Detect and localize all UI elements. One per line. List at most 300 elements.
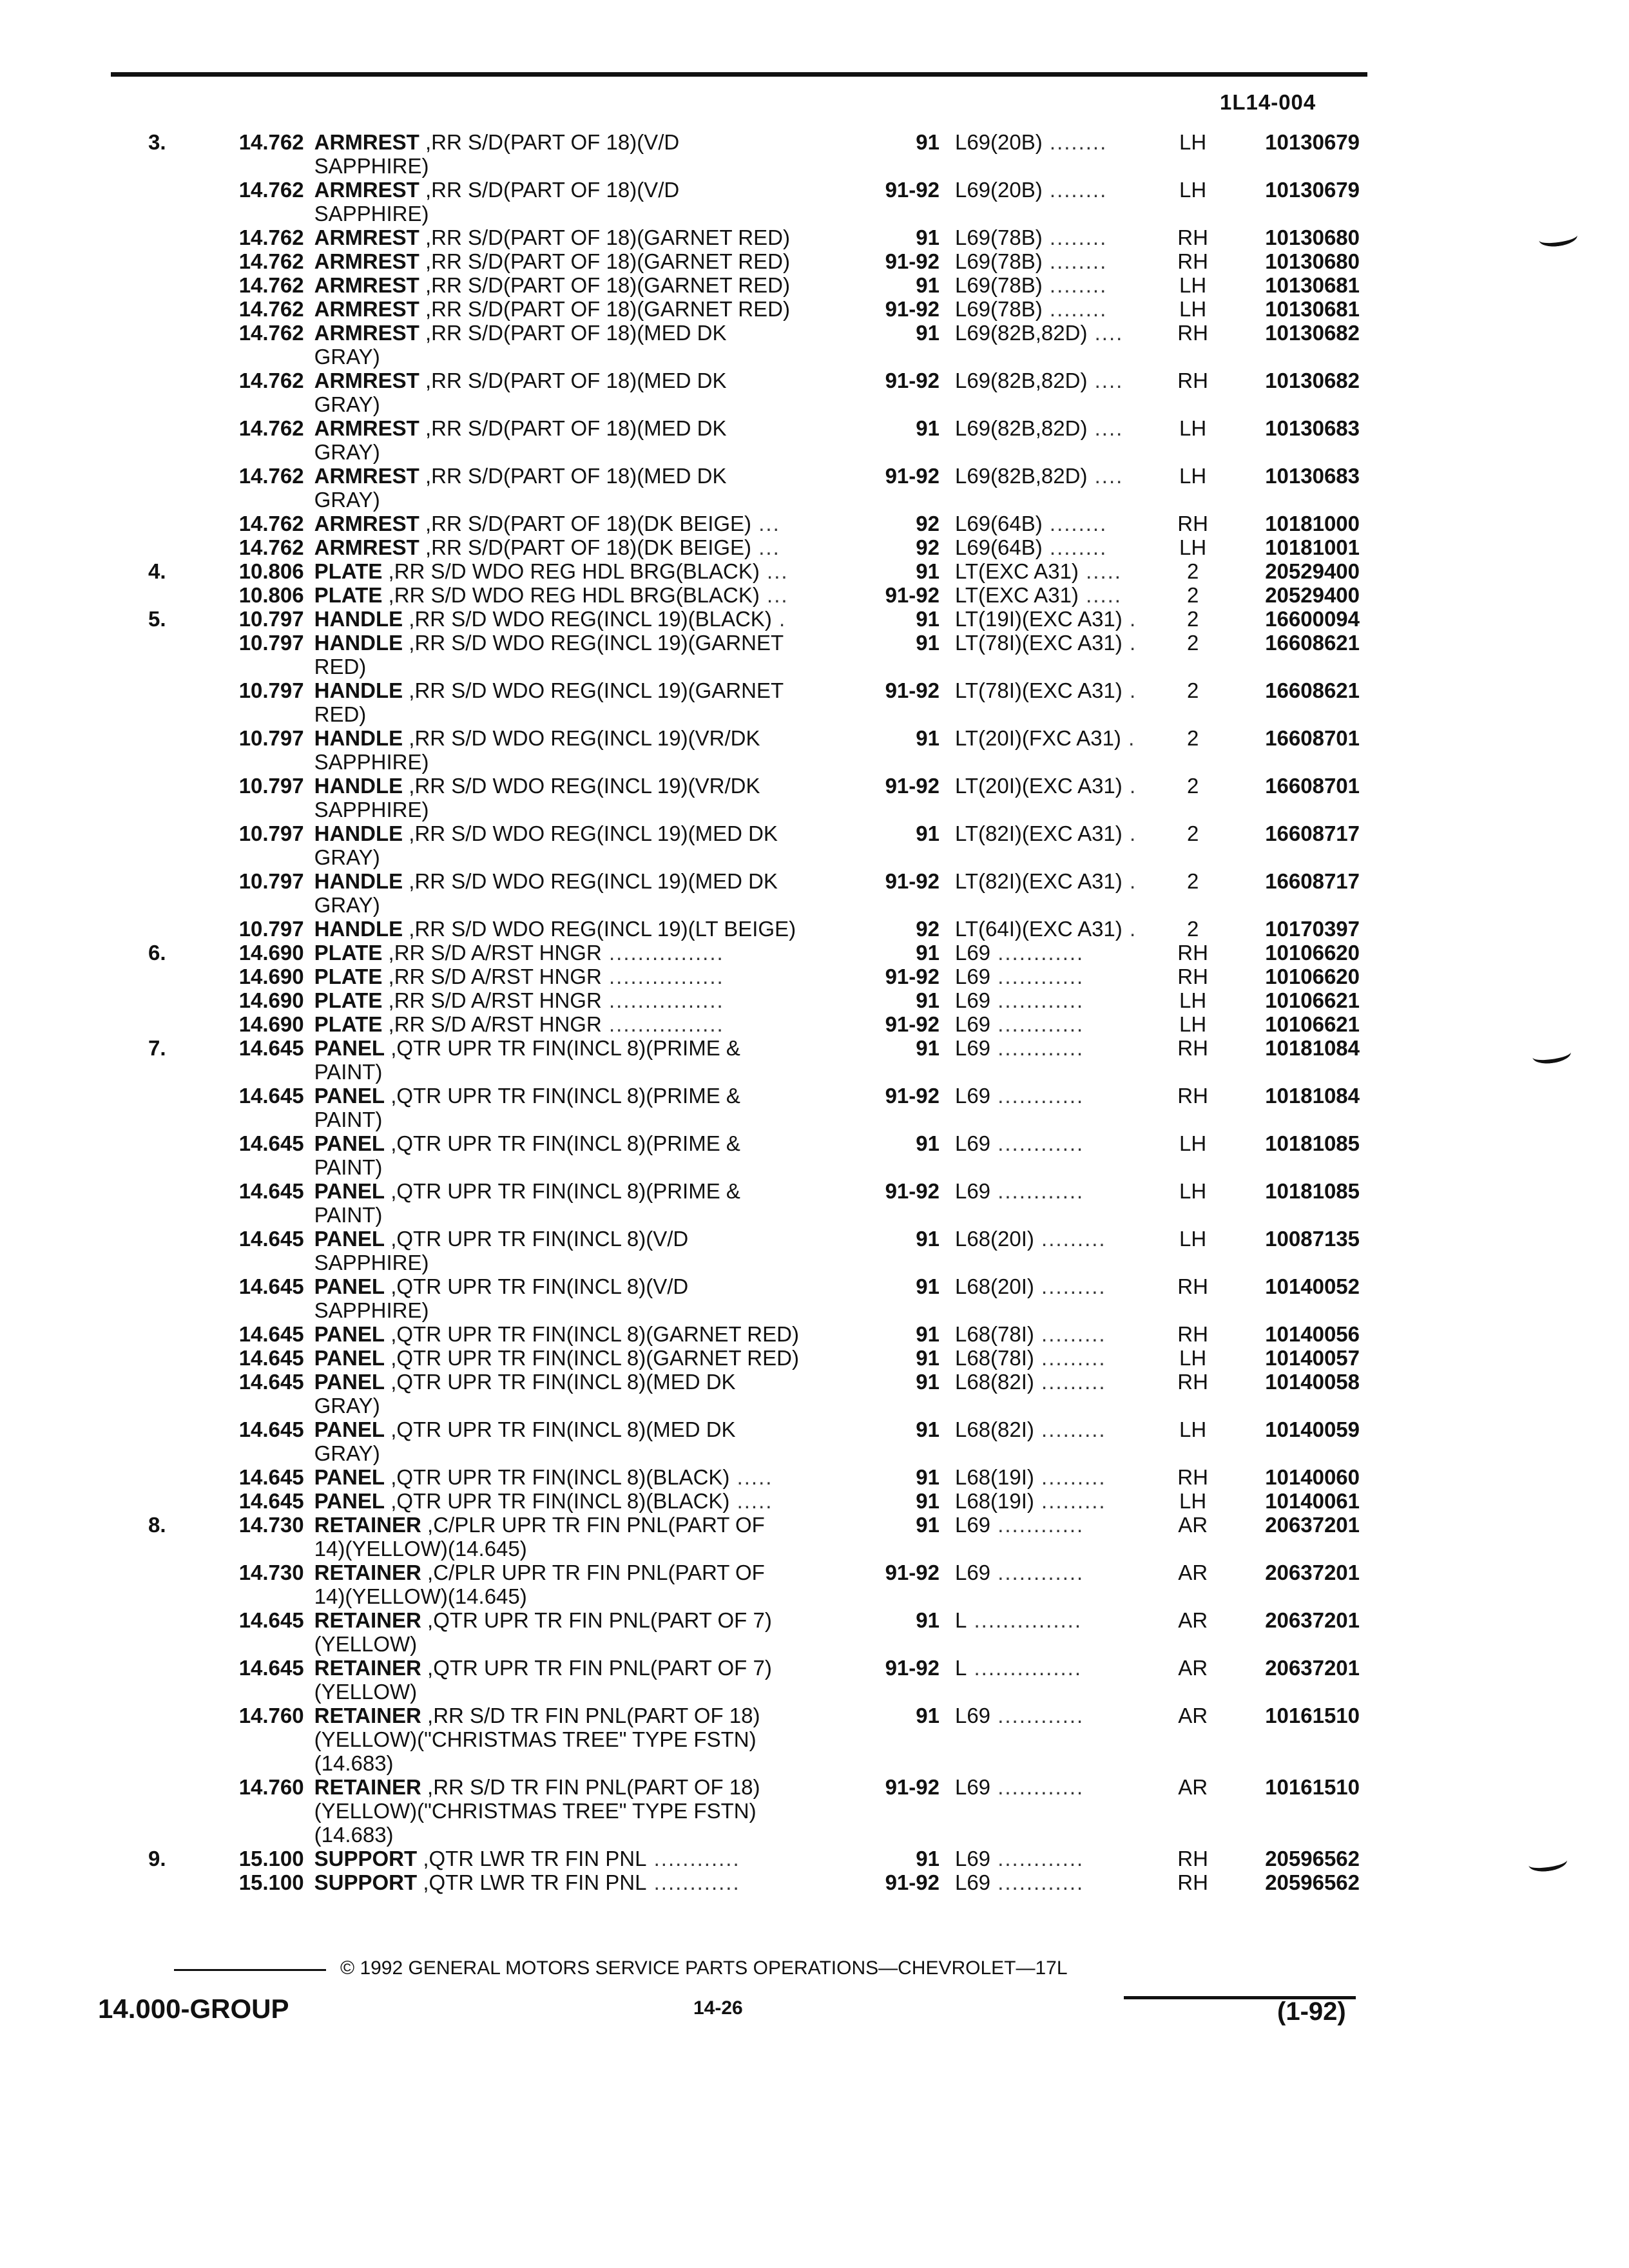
application-code [955, 1179, 1174, 1227]
quantity-side: AR [1178, 1561, 1208, 1584]
model-year: 91 [916, 226, 940, 249]
illustration-number [148, 297, 219, 321]
part-name: ARMREST [314, 249, 419, 273]
part-detail: ,C/PLR UPR TR FIN PNL(PART OF [421, 1561, 765, 1584]
model-year: 91-92 [885, 583, 940, 607]
part-detail-continued: SAPPHIRE) [314, 798, 429, 822]
part-detail-continued: SAPPHIRE) [314, 154, 429, 178]
part-name: ARMREST [314, 273, 419, 297]
part-detail: ,RR S/D(PART OF 18)(DK BEIGE) [419, 512, 752, 535]
part-detail-continued: GRAY) [314, 440, 380, 464]
part-detail-continued: RED) [314, 702, 367, 726]
application-code [955, 249, 1174, 273]
part-number: 20596562 [1265, 1870, 1360, 1894]
leader-dots: ......... [1034, 1465, 1106, 1489]
part-description [314, 297, 864, 321]
part-description [314, 1346, 864, 1370]
illustration-number [148, 917, 219, 941]
part-detail: ,QTR UPR TR FIN(INCL 8)(PRIME & [385, 1179, 740, 1203]
parts-row [148, 297, 1360, 321]
part-name: ARMREST [314, 226, 419, 249]
part-number: 10140057 [1265, 1346, 1360, 1370]
model-year: 91 [916, 416, 940, 440]
leader-dots: ..... [1078, 583, 1122, 607]
model-year: 91-92 [885, 965, 940, 988]
part-name: ARMREST [314, 297, 419, 321]
leader-dots: ............ [990, 988, 1084, 1012]
parts-row [148, 535, 1360, 559]
group-number: 10.797 [238, 822, 304, 845]
part-detail-continued: GRAY) [314, 488, 380, 512]
leader-dots: ... [751, 535, 780, 559]
part-number: 10087135 [1265, 1227, 1360, 1251]
illustration-number [148, 1084, 219, 1131]
application-text: L69(78B) [954, 297, 1043, 321]
model-year: 91-92 [885, 1084, 940, 1108]
parts-row [148, 965, 1360, 988]
group-number: 14.645 [238, 1489, 304, 1513]
illustration-number [148, 1131, 219, 1179]
part-detail-continued: (YELLOW) [314, 1632, 418, 1656]
group-number: 14.760 [238, 1775, 304, 1799]
part-detail: ,RR S/D WDO REG HDL BRG(BLACK) [382, 583, 760, 607]
part-detail-continued: GRAY) [314, 845, 380, 869]
part-detail: ,QTR UPR TR FIN(INCL 8)(V/D [385, 1274, 689, 1298]
model-year: 91 [916, 1274, 940, 1298]
application-code [955, 1513, 1174, 1561]
application-code [955, 226, 1174, 249]
group-number: 14.690 [238, 988, 304, 1012]
model-year: 91 [916, 1608, 940, 1632]
part-detail-continued: GRAY) [314, 1394, 380, 1418]
application-code [955, 1036, 1174, 1084]
group-number: 10.806 [238, 559, 304, 583]
illustration-number [148, 869, 219, 917]
quantity-side: 2 [1186, 774, 1199, 798]
parts-row [148, 774, 1360, 822]
part-detail-continued: SAPPHIRE) [314, 1298, 429, 1322]
part-name: PLATE [314, 941, 383, 965]
quantity-side: LH [1179, 178, 1207, 202]
illustration-number [148, 1370, 219, 1418]
leader-dots: ......... [1034, 1274, 1106, 1298]
leader-dots: ............ [646, 1847, 740, 1870]
leader-dots: ..... [729, 1465, 773, 1489]
quantity-side: RH [1177, 249, 1208, 273]
group-number: 14.645 [238, 1179, 304, 1203]
model-year: 91-92 [885, 1775, 940, 1799]
part-detail: ,RR S/D WDO REG(INCL 19)(VR/DK [403, 774, 760, 798]
part-number: 10130682 [1265, 321, 1360, 345]
part-number: 10130683 [1265, 416, 1360, 440]
parts-row [148, 1036, 1360, 1084]
application-code [955, 941, 1174, 965]
part-name: HANDLE [314, 869, 403, 893]
part-number: 10161510 [1265, 1704, 1360, 1727]
part-description [314, 1870, 864, 1894]
model-year: 91-92 [885, 1870, 940, 1894]
part-number: 10181084 [1265, 1036, 1360, 1060]
quantity-side: LH [1179, 1131, 1207, 1155]
part-detail-continued: (YELLOW)("CHRISTMAS TREE" TYPE FSTN) (14.683) [314, 1799, 757, 1847]
part-detail: ,RR S/D TR FIN PNL(PART OF 18) [421, 1775, 760, 1799]
part-description [314, 965, 864, 988]
group-number: 14.690 [238, 941, 304, 965]
group-number: 10.797 [238, 726, 304, 750]
part-detail: ,RR S/D(PART OF 18)(GARNET RED) [419, 226, 790, 249]
quantity-side: 2 [1186, 822, 1199, 845]
part-detail: ,RR S/D TR FIN PNL(PART OF 18) [421, 1704, 760, 1727]
application-text: LT(78I)(EXC A31) [954, 678, 1123, 702]
illustration-number [148, 1179, 219, 1227]
part-detail: ,RR S/D(PART OF 18)(MED DK [419, 321, 727, 345]
part-name: ARMREST [314, 130, 419, 154]
page-code: 1L14-004 [1220, 90, 1316, 114]
application-code [955, 178, 1174, 226]
quantity-side: 2 [1186, 678, 1199, 702]
part-name: PLATE [314, 559, 383, 583]
model-year: 91 [916, 941, 940, 965]
model-year: 91-92 [885, 1012, 940, 1036]
application-text: LT(20I)(EXC A31) [954, 774, 1123, 798]
application-text: L69 [954, 1513, 991, 1537]
application-text: LT(EXC A31) [954, 583, 1079, 607]
part-detail: ,QTR UPR TR FIN(INCL 8)(BLACK) [385, 1465, 730, 1489]
parts-row [148, 583, 1360, 607]
margin-mark [1537, 227, 1578, 249]
parts-row [148, 1322, 1360, 1346]
model-year: 92 [916, 917, 940, 941]
illustration-number [148, 1346, 219, 1370]
part-name: RETAINER [314, 1775, 421, 1799]
quantity-side: RH [1177, 1322, 1208, 1346]
part-name: PLATE [314, 583, 383, 607]
part-detail-continued: (YELLOW)("CHRISTMAS TREE" TYPE FSTN) (14.683) [314, 1727, 757, 1775]
application-code [955, 130, 1174, 178]
quantity-side: AR [1178, 1775, 1208, 1799]
model-year: 91-92 [885, 869, 940, 893]
part-detail: ,RR S/D(PART OF 18)(V/D [419, 130, 680, 154]
group-number: 14.645 [238, 1036, 304, 1060]
quantity-side: RH [1177, 369, 1208, 392]
application-text: LT(82I)(EXC A31) [954, 822, 1123, 845]
part-description [314, 1847, 864, 1870]
parts-row [148, 1870, 1360, 1894]
quantity-side: LH [1179, 273, 1207, 297]
illustration-number [148, 1465, 219, 1489]
application-text: L69(82B,82D) [954, 416, 1088, 440]
parts-row [148, 512, 1360, 535]
leader-dots: . [1122, 917, 1137, 941]
model-year: 91 [916, 1036, 940, 1060]
group-number: 14.762 [238, 130, 304, 154]
leader-dots: . [1122, 774, 1137, 798]
model-year: 91 [916, 631, 940, 655]
part-number: 10130680 [1265, 249, 1360, 273]
parts-row [148, 1656, 1360, 1704]
part-description [314, 869, 864, 917]
part-name: RETAINER [314, 1608, 421, 1632]
part-number: 10106620 [1265, 941, 1360, 965]
part-number: 20637201 [1265, 1561, 1360, 1584]
part-name: ARMREST [314, 178, 419, 202]
part-number: 20637201 [1265, 1656, 1360, 1680]
application-code [955, 1465, 1174, 1489]
application-text: L69(82B,82D) [954, 369, 1088, 392]
parts-row [148, 273, 1360, 297]
part-detail: ,QTR UPR TR FIN PNL(PART OF 7) [421, 1608, 772, 1632]
parts-row [148, 917, 1360, 941]
part-description [314, 1370, 864, 1418]
leader-dots: ........ [1042, 535, 1108, 559]
parts-row [148, 1561, 1360, 1608]
illustration-number [148, 1012, 219, 1036]
part-name: PLATE [314, 988, 383, 1012]
quantity-side: RH [1177, 1036, 1208, 1060]
part-detail: ,RR S/D WDO REG HDL BRG(BLACK) [382, 559, 760, 583]
application-text: L [954, 1656, 967, 1680]
application-code [955, 988, 1174, 1012]
part-detail: ,RR S/D(PART OF 18)(MED DK [419, 369, 727, 392]
part-number: 10181085 [1265, 1131, 1360, 1155]
illustration-number [148, 1704, 219, 1775]
margin-mark [1531, 1044, 1572, 1066]
application-code [955, 631, 1174, 678]
part-name: ARMREST [314, 512, 419, 535]
parts-row [148, 1465, 1360, 1489]
parts-row [148, 1131, 1360, 1179]
quantity-side: RH [1177, 512, 1208, 535]
leader-dots: ........ [1042, 297, 1108, 321]
model-year: 91 [916, 559, 940, 583]
part-name: PANEL [314, 1465, 385, 1489]
application-code [955, 774, 1174, 822]
leader-dots: ............ [990, 941, 1084, 965]
leader-dots: ......... [1034, 1322, 1106, 1346]
model-year: 91 [916, 1513, 940, 1537]
application-text: L69(78B) [954, 226, 1043, 249]
leader-dots: ........ [1042, 512, 1108, 535]
part-name: RETAINER [314, 1513, 421, 1537]
part-description [314, 1274, 864, 1322]
group-number: 14.762 [238, 226, 304, 249]
model-year: 91 [916, 1847, 940, 1870]
group-number: 10.797 [238, 678, 304, 702]
part-description [314, 178, 864, 226]
part-detail-continued: SAPPHIRE) [314, 1251, 429, 1274]
parts-row [148, 1274, 1360, 1322]
part-detail: ,RR S/D(PART OF 18)(V/D [419, 178, 680, 202]
application-code [955, 822, 1174, 869]
parts-row [148, 631, 1360, 678]
quantity-side: RH [1177, 321, 1208, 345]
application-code [955, 1847, 1174, 1870]
part-number: 10140060 [1265, 1465, 1360, 1489]
parts-row [148, 1775, 1360, 1847]
part-name: PANEL [314, 1418, 385, 1441]
model-year: 91 [916, 1704, 940, 1727]
application-code [955, 1870, 1174, 1894]
part-detail: ,QTR LWR TR FIN PNL [417, 1870, 647, 1894]
quantity-side: RH [1177, 226, 1208, 249]
part-description [314, 726, 864, 774]
part-name: ARMREST [314, 416, 419, 440]
part-description [314, 1513, 864, 1561]
application-text: L69(78B) [954, 249, 1043, 273]
application-code [955, 369, 1174, 416]
application-code [955, 1012, 1174, 1036]
part-name: SUPPORT [314, 1847, 418, 1870]
part-description [314, 1561, 864, 1608]
part-number: 10140061 [1265, 1489, 1360, 1513]
part-name: PANEL [314, 1370, 385, 1394]
group-number: 14.762 [238, 297, 304, 321]
part-description [314, 583, 864, 607]
illustration-number [148, 1870, 219, 1894]
part-detail-continued: PAINT) [314, 1203, 383, 1227]
parts-row [148, 1513, 1360, 1561]
model-year: 91-92 [885, 1656, 940, 1680]
application-text: L69 [954, 965, 991, 988]
part-description [314, 822, 864, 869]
part-name: ARMREST [314, 369, 419, 392]
application-text: L69 [954, 1561, 991, 1584]
leader-dots: ................ [601, 965, 724, 988]
part-description [314, 416, 864, 464]
application-code [955, 1131, 1174, 1179]
part-detail: ,RR S/D(PART OF 18)(GARNET RED) [419, 249, 790, 273]
quantity-side: AR [1178, 1513, 1208, 1537]
parts-row [148, 559, 1360, 583]
part-name: HANDLE [314, 917, 403, 941]
part-name: PANEL [314, 1227, 385, 1251]
group-number: 14.645 [238, 1322, 304, 1346]
leader-dots: ................ [601, 941, 724, 965]
model-year: 91 [916, 273, 940, 297]
illustration-number [148, 273, 219, 297]
part-number: 10130681 [1265, 273, 1360, 297]
part-description [314, 1084, 864, 1131]
model-year: 91 [916, 130, 940, 154]
application-code [955, 321, 1174, 369]
part-name: SUPPORT [314, 1870, 418, 1894]
leader-dots: ................ [601, 988, 724, 1012]
part-description [314, 1656, 864, 1704]
illustration-number [148, 416, 219, 464]
leader-dots: ... [759, 559, 789, 583]
part-detail-continued: 14)(YELLOW)(14.645) [314, 1584, 527, 1608]
quantity-side: LH [1179, 1179, 1207, 1203]
application-text: L69 [954, 1870, 991, 1894]
part-number: 16608621 [1265, 631, 1360, 655]
top-rule [111, 72, 1367, 77]
leader-dots: ........ [1042, 273, 1108, 297]
part-description [314, 917, 864, 941]
illustration-number [148, 1227, 219, 1274]
application-text: L69 [954, 1704, 991, 1727]
parts-row [148, 1179, 1360, 1227]
part-description [314, 774, 864, 822]
group-number: 14.645 [238, 1370, 304, 1394]
parts-row [148, 1489, 1360, 1513]
part-number: 10106621 [1265, 988, 1360, 1012]
part-description [314, 1704, 864, 1775]
leader-dots: . [1122, 631, 1137, 655]
model-year: 92 [916, 512, 940, 535]
group-number: 14.645 [238, 1656, 304, 1680]
quantity-side: LH [1179, 1346, 1207, 1370]
leader-dots: ............ [990, 965, 1084, 988]
quantity-side: RH [1177, 965, 1208, 988]
part-detail-continued: SAPPHIRE) [314, 750, 429, 774]
part-detail: ,QTR UPR TR FIN(INCL 8)(MED DK [385, 1418, 736, 1441]
illustration-number [148, 1561, 219, 1608]
illustration-number: 8. [148, 1513, 166, 1537]
part-description [314, 369, 864, 416]
part-description [314, 226, 864, 249]
quantity-side: LH [1179, 130, 1207, 154]
parts-row [148, 607, 1360, 631]
part-description [314, 512, 864, 535]
leader-dots: ......... [1034, 1227, 1106, 1251]
quantity-side: AR [1178, 1656, 1208, 1680]
leader-dots: ... [751, 512, 780, 535]
application-code [955, 869, 1174, 917]
group-number: 14.690 [238, 1012, 304, 1036]
parts-row [148, 1346, 1360, 1370]
leader-dots: ........ [1042, 130, 1108, 154]
footer-rule-left [174, 1969, 326, 1971]
part-detail: ,QTR LWR TR FIN PNL [417, 1847, 647, 1870]
part-detail-continued: PAINT) [314, 1108, 383, 1131]
illustration-number [148, 1775, 219, 1847]
part-name: PANEL [314, 1322, 385, 1346]
leader-dots: . [1122, 822, 1137, 845]
part-detail: ,QTR UPR TR FIN(INCL 8)(PRIME & [385, 1084, 740, 1108]
leader-dots: . [1122, 607, 1137, 631]
application-text: LT(EXC A31) [954, 559, 1079, 583]
part-number: 20637201 [1265, 1513, 1360, 1537]
part-description [314, 1418, 864, 1465]
illustration-number [148, 512, 219, 535]
parts-row [148, 726, 1360, 774]
group-number: 14.645 [238, 1418, 304, 1441]
quantity-side: 2 [1186, 869, 1199, 893]
part-number: 20529400 [1265, 559, 1360, 583]
illustration-number [148, 1608, 219, 1656]
part-description [314, 1775, 864, 1847]
model-year: 91 [916, 726, 940, 750]
part-description [314, 631, 864, 678]
application-text: L68(78I) [954, 1346, 1034, 1370]
application-text: L68(78I) [954, 1322, 1034, 1346]
part-number: 10130681 [1265, 297, 1360, 321]
part-description [314, 1131, 864, 1179]
part-name: ARMREST [314, 321, 419, 345]
application-code [955, 1656, 1174, 1704]
group-number: 14.762 [238, 321, 304, 345]
leader-dots: ............ [990, 1561, 1084, 1584]
part-detail-continued: PAINT) [314, 1060, 383, 1084]
illustration-number [148, 321, 219, 369]
application-text: L69(78B) [954, 273, 1043, 297]
part-description [314, 249, 864, 273]
leader-dots: ............ [990, 1847, 1084, 1870]
application-code [955, 1322, 1174, 1346]
leader-dots: ............ [990, 1012, 1084, 1036]
parts-row [148, 369, 1360, 416]
model-year: 92 [916, 535, 940, 559]
